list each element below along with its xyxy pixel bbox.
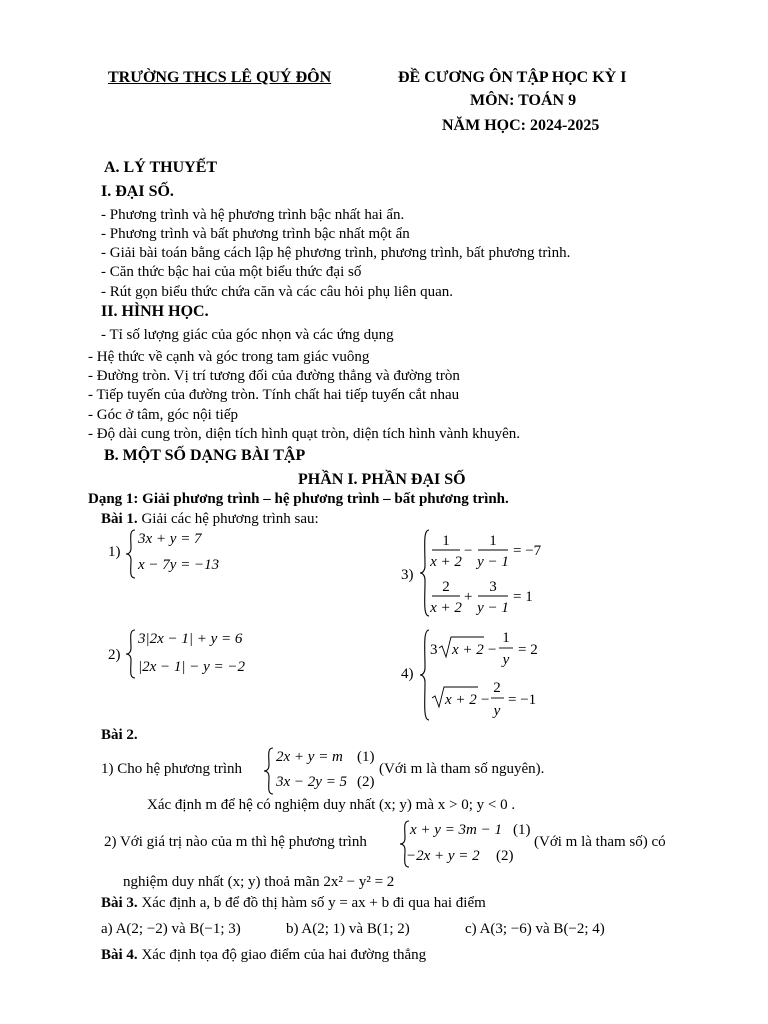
- bai2-q2-prefix: 2) Với giá trị nào của m thì hệ phương trình: [104, 834, 367, 850]
- bai2-q1-prefix: 1) Cho hệ phương trình: [101, 761, 243, 777]
- bai3-option-c: c) A(3; −6) và B(−2; 4): [465, 921, 605, 937]
- system1-eq1: 3x + y = 7: [138, 531, 202, 547]
- sys3-d4: y − 1: [477, 600, 509, 616]
- geometry-heading: II. HÌNH HỌC.: [101, 303, 209, 320]
- bai1-label: Bài 1.: [101, 511, 138, 527]
- system2-label: 2): [108, 647, 121, 663]
- bai2-q2-eq2: −2x + y = 2: [406, 848, 480, 864]
- bai3-option-a: a) A(2; −2) và B(−1; 3): [101, 921, 241, 937]
- bai3-label: Bài 3.: [101, 895, 138, 911]
- bai2-q2-suffix: (Với m là tham số) có: [534, 834, 666, 850]
- sys3-rhs2: = 1: [513, 589, 533, 605]
- bai2-q1-eq2: 3x − 2y = 5: [276, 774, 348, 790]
- bai2-q1-brace: [262, 746, 276, 796]
- bai3-option-b: b) A(2; 1) và B(1; 2): [286, 921, 410, 937]
- sys4-n1: 1: [502, 630, 510, 646]
- sys3-n4: 3: [489, 579, 497, 595]
- list-item: - Căn thức bậc hai của một biểu thức đại số: [101, 264, 362, 280]
- bai2-label: Bài 2.: [101, 727, 138, 743]
- system2-eq1: 3|2x − 1| + y = 6: [138, 631, 243, 647]
- system3-label: 3): [401, 567, 414, 583]
- algebra-heading: I. ĐẠI SỐ.: [101, 183, 174, 200]
- sys3-d3: x + 2: [430, 600, 462, 616]
- plus-sign: +: [464, 589, 473, 605]
- system1-eq2: x − 7y = −13: [138, 557, 220, 573]
- section-a-heading: A. LÝ THUYẾT: [104, 159, 218, 176]
- sys4-coef: 3: [430, 642, 438, 658]
- bai1-line: [101, 512, 319, 527]
- list-item: - Phương trình và hệ phương trình bậc nhất hai ẩn.: [101, 207, 405, 223]
- system3-equations: [430, 528, 560, 620]
- bai2-q1-tag2: (2): [357, 774, 375, 790]
- sys3-n3: 2: [442, 579, 450, 595]
- bai3-line: [101, 896, 486, 911]
- list-item: - Độ dài cung tròn, diện tích hình quạt tròn, diện tích hình vành khuyên.: [88, 426, 520, 442]
- sys3-n2: 1: [489, 533, 497, 549]
- dang1-heading: Dạng 1: Giải phương trình – hệ phương trình – bất phương trình.: [88, 491, 509, 507]
- list-item: - Tỉ số lượng giác của góc nhọn và các ứng dụng: [101, 327, 394, 343]
- minus-sign: −: [464, 543, 473, 559]
- bai2-q2-line2: nghiệm duy nhất (x; y) thoả mãn 2x² − y² = 2: [123, 874, 395, 890]
- system4-label: 4): [401, 666, 414, 682]
- minus-sign: −: [488, 642, 497, 658]
- system2-eq2: |2x − 1| − y = −2: [138, 659, 246, 675]
- sys3-n1: 1: [442, 533, 450, 549]
- bai2-q1-eq1: 2x + y = m: [276, 749, 343, 765]
- school-name: TRƯỜNG THCS LÊ QUÝ ĐÔN: [108, 69, 332, 86]
- list-item: - Phương trình và bất phương trình bậc nhất một ẩn: [101, 226, 410, 242]
- sys4-rad1: x + 2: [452, 642, 484, 658]
- sys4-rad2: x + 2: [445, 692, 477, 708]
- sys4-rhs2: = −1: [508, 692, 537, 708]
- system4-equations: [430, 626, 560, 724]
- school-year: NĂM HỌC: 2024-2025: [442, 117, 600, 134]
- sys3-rhs1: = −7: [513, 543, 542, 559]
- bai4-line: [101, 948, 426, 963]
- bai2-q1-suffix: (Với m là tham số nguyên).: [379, 761, 545, 777]
- document-title: ĐỀ CƯƠNG ÔN TẬP HỌC KỲ I: [398, 69, 627, 86]
- sys4-d2: y: [493, 703, 501, 719]
- bai3-text: Xác định a, b để đồ thị hàm số y = ax + b đi qua hai điểm: [137, 895, 486, 911]
- section-b-heading: B. MỘT SỐ DẠNG BÀI TẬP: [104, 447, 306, 464]
- list-item: - Hệ thức về cạnh và góc trong tam giác vuông: [88, 349, 370, 365]
- system2-brace: [124, 628, 138, 680]
- sys3-d2: y − 1: [477, 554, 509, 570]
- bai2-q2-tag2: (2): [496, 848, 514, 864]
- sys3-d1: x + 2: [430, 554, 462, 570]
- system1-label: 1): [108, 544, 121, 560]
- sys4-rhs1: = 2: [518, 642, 538, 658]
- bai2-q1-tag1: (1): [357, 749, 375, 765]
- bai2-q1-line2: Xác định m để hệ có nghiệm duy nhất (x; y) mà x > 0; y < 0 .: [147, 797, 516, 813]
- list-item: - Đường tròn. Vị trí tương đối của đường thẳng và đường tròn: [88, 368, 460, 384]
- bai2-q2-eq1: x + y = 3m − 1: [410, 822, 503, 838]
- bai2-q2-tag1: (1): [513, 822, 531, 838]
- system1-brace: [124, 528, 138, 580]
- bai1-text: Giải các hệ phương trình sau:: [137, 511, 319, 527]
- bai4-text: Xác định tọa độ giao điểm của hai đường thẳng: [137, 947, 427, 963]
- sys4-d1: y: [502, 652, 510, 668]
- minus-sign: −: [481, 692, 490, 708]
- bai4-label: Bài 4.: [101, 947, 138, 963]
- list-item: - Giải bài toán bằng cách lập hệ phương trình, phương trình, bất phương trình.: [101, 245, 571, 261]
- list-item: - Rút gọn biểu thức chứa căn và các câu hỏi phụ liên quan.: [101, 284, 453, 300]
- list-item: - Góc ở tâm, góc nội tiếp: [88, 407, 238, 423]
- list-item: - Tiếp tuyến của đường tròn. Tính chất hai tiếp tuyến cắt nhau: [88, 387, 460, 403]
- sys4-n2: 2: [493, 680, 501, 696]
- subject-title: MÔN: TOÁN 9: [470, 92, 577, 109]
- part-heading: PHẦN I. PHẦN ĐẠI SỐ: [298, 471, 466, 488]
